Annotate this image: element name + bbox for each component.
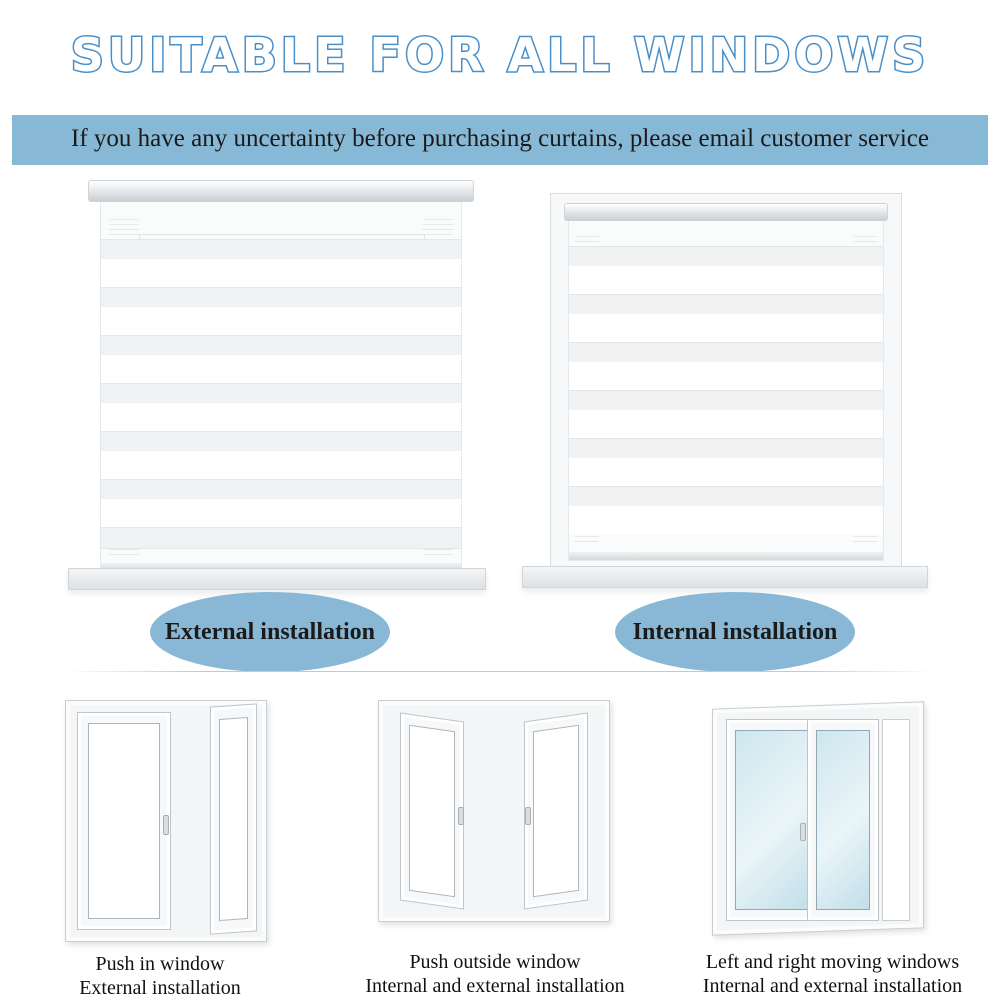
external-installation-label: External installation: [164, 619, 375, 645]
roller-shade: [100, 198, 462, 572]
window-type-installation: Internal and external installation: [365, 975, 625, 997]
window-type-caption: [40, 952, 280, 1000]
internal-installation-label: Internal installation: [632, 619, 838, 645]
window-handle: [800, 823, 806, 841]
window-type-name: Left and right moving windows: [705, 951, 960, 973]
roller-headrail: [88, 180, 474, 202]
right-sliding-sash: [807, 719, 879, 921]
left-sliding-sash: [726, 719, 820, 921]
window-type-installation: External installation: [79, 977, 241, 999]
window-type-caption: [670, 950, 995, 998]
window-sill: [522, 566, 928, 588]
window-handle: [525, 807, 531, 825]
right-open-sash: [524, 713, 588, 910]
sliding-window-illustration: [712, 695, 927, 935]
window-type-name: Push in window: [95, 953, 225, 975]
left-open-sash: [400, 713, 464, 910]
push-outside-window-illustration: [378, 695, 613, 925]
page-title: SUITABLE FOR ALL WINDOWS: [70, 28, 930, 82]
roller-shade: [568, 215, 884, 561]
open-gap: [882, 719, 910, 921]
fixed-sash: [77, 712, 171, 930]
push-in-window-illustration: [65, 695, 270, 945]
roller-headrail: [564, 203, 888, 221]
open-sash: [210, 703, 257, 934]
section-divider: [65, 671, 935, 672]
external-installation-illustration: [60, 170, 490, 600]
info-banner-text: If you have any uncertainty before purchasing curtains, please email customer service: [71, 125, 929, 152]
window-type-caption: [335, 950, 655, 998]
window-type-installation: Internal and external installation: [702, 975, 963, 997]
window-handle: [163, 815, 169, 835]
window-sill: [68, 568, 486, 590]
internal-installation-illustration: [520, 185, 935, 600]
window-handle: [458, 807, 464, 825]
info-banner: [12, 115, 988, 165]
window-type-name: Push outside window: [409, 951, 581, 973]
